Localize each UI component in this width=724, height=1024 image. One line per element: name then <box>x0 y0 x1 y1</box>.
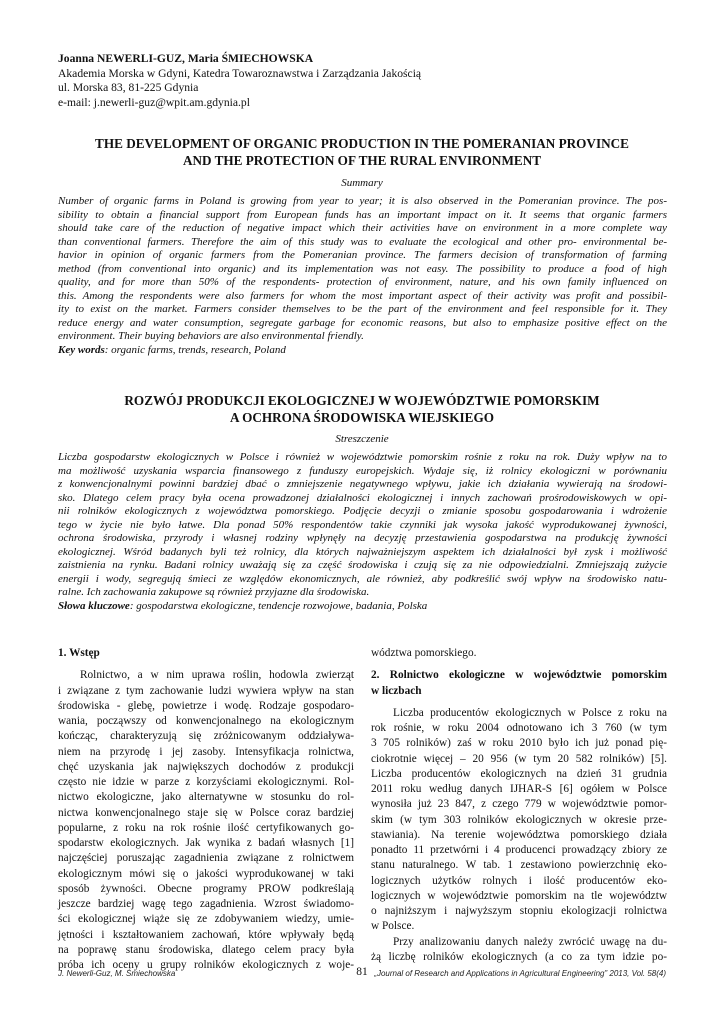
english-title-line: THE DEVELOPMENT OF ORGANIC PRODUCTION IN THE POMERANIAN PROVINCE <box>95 136 629 151</box>
abstract-line: z konwencjonalnymi powinni bardziej dbać o zmniejszenie negatywnego wpływu, jakie ich działania wywierają na środowi- <box>58 478 667 491</box>
body-line: wynosiła już 23 847, z czego 779 w województwie pomor- <box>371 798 667 811</box>
keywords-label: Key words <box>58 344 105 357</box>
keywords-text: : gospodarstwa ekologiczne, tendencje rozwojowe, badania, Polska <box>129 600 428 613</box>
abstract-line: quality, and for more than 50% of the respondents- protection of environment, nature, and his own family influenced on <box>58 276 667 289</box>
body-line: na poprawę stanu środowiska, dlatego celem pracy była <box>58 943 354 956</box>
body-line: nictwa konwencjonalnego staje się w Polsce coraz bardziej <box>58 806 354 819</box>
body-line: jętności i kształtowaniem zachowań, które wpływały będą <box>58 928 354 941</box>
body-line: ści ekologicznej wiąże się ze zdobywaniem wiedzy, umie- <box>58 913 354 926</box>
polish-abstract <box>58 451 667 614</box>
section-heading-text: 1. Wstęp <box>58 647 100 659</box>
body-line: w Polsce. <box>371 920 415 933</box>
abstract-line: sibility to obtain a financial support from European funds has an important impact on it. It seems that organic farmers <box>58 208 667 221</box>
body-line: nictwo ekologiczne, jako alternatywne w stosunku do rol- <box>58 791 354 804</box>
author-block <box>58 52 658 110</box>
body-line: popularne, z roku na rok rośnie ilość certyfikowanych go- <box>58 821 354 834</box>
body-line: rok rośnie, w roku 2004 odnotowano ich 3 760 (w tym <box>371 722 667 734</box>
section-heading-introduction <box>58 646 354 661</box>
page-number: 81 <box>356 966 368 978</box>
body-line: skim (w tym 303 rolników ekologicznych w okresie prze- <box>371 813 667 826</box>
body-line: logicznych w województwie pomorskim na tle województw <box>371 889 667 902</box>
body-line: żą liczbę rolników ekologicznych (a co za tym idzie po- <box>371 950 667 963</box>
body-line: najczęściej poruszając zagadnienia związane z rolnictwem <box>58 852 354 865</box>
abstract-line: should take care of the reduction of negative impact which their activities have on environment in a more complete way <box>58 222 667 235</box>
abstract-line: nii rolników ekologicznych z województwa pomorskiego. Podjęcie decyzji o zmianie sposobu gospodarowania i wdrożenie <box>58 505 667 518</box>
polish-title-line: A OCHRONA ŚRODOWISKA WIEJSKIEGO <box>230 409 494 425</box>
author-affiliation: Akademia Morska w Gdyni, Katedra Towaroznawstwa i Zarządzania Jakością <box>58 66 422 80</box>
polish-summary-heading: Streszczenie <box>335 433 389 445</box>
body-line: często nie idzie w parze z korzyściami ekologicznymi. Rol- <box>58 776 354 788</box>
section-heading-text: 2. Rolnictwo ekologiczne w województwie pomorskim <box>371 669 667 682</box>
polish-keywords <box>58 600 667 614</box>
spacer <box>371 699 667 706</box>
keywords-label: Słowa kluczowe <box>58 600 130 613</box>
abstract-line: Liczba gospodarstw ekologicznych w Polsce i również w województwie pomorskim rośnie z roku na rok. Duży wpływ na to <box>58 451 667 463</box>
abstract-line: ralne. Ich zachowania zakupowe są również przyjazne dla środowiska. <box>58 586 370 599</box>
author-address: ul. Morska 83, 81-225 Gdynia <box>58 81 199 95</box>
abstract-line: method (from conventional into organic) and its implementation was not easy. The possibility to produce a food of high <box>58 262 667 275</box>
body-line: wództwa pomorskiego. <box>371 647 477 659</box>
abstract-line: this. Among the respondents were also farmers for whom the most important aspect of their activity was profit and possibil- <box>58 289 667 302</box>
author-names: Joanna NEWERLI-GUZ, Maria ŚMIECHOWSKA <box>58 52 314 65</box>
body-line: ekologicznym mówi się o jakości wyprodukowanej w taki <box>58 867 354 880</box>
author-email: e-mail: j.newerli-guz@wpit.am.gdynia.pl <box>58 95 250 109</box>
english-title <box>40 136 684 169</box>
abstract-line: ity to exist on the market. Farmers consider themselves to be the part of the environment and feel responsible for it. They <box>58 303 667 316</box>
abstract-line: ma możliwość uzyskania wsparcia finansowego z funduszy europejskich. Wydaje się, iż rolnicy ekologiczni w porównaniu <box>58 464 667 477</box>
spacer <box>371 661 667 668</box>
body-column-right <box>371 646 667 965</box>
spacer <box>58 661 354 668</box>
body-line: o najniższym i najwyższym stopniu ekologizacji rolnictwa <box>371 905 667 917</box>
body-column-left <box>58 646 354 973</box>
body-line: Rolnictwo, a w nim uprawa roślin, hodowla zwierząt <box>80 669 354 682</box>
body-line: ponadto 11 przetwórni i 4 producenci prowadzący zbiory ze <box>371 844 667 856</box>
body-line: logicznych użytków rolnych i ilość producentów eko- <box>371 874 667 887</box>
body-line: Liczba producentów ekologicznych w Polsce z roku na <box>393 706 667 719</box>
body-line: kończąc, charakteryzują się zróżnicowanym oddziaływa- <box>58 730 354 743</box>
english-keywords <box>58 344 667 358</box>
body-line: niem na przyrodę i jej zasoby. Intensyfikacja rolnictwa, <box>58 745 354 758</box>
body-line: Przy analizowaniu danych należy zwrócić uwagę na du- <box>393 935 667 948</box>
polish-title <box>40 393 684 426</box>
body-line: stawiania). Na terenie województwa pomorskiego działa <box>371 828 667 841</box>
english-abstract <box>58 195 667 358</box>
abstract-line: energii i wody, segregują śmieci ze względów ekonomicznych, ale również, aby podkreślić swój wpływ na środowisko natu- <box>58 572 667 585</box>
body-line: jeszcze bardziej wagę tego zagadnienia. Wzrost świadomo- <box>58 898 354 910</box>
footer-authors: J. Newerli-Guz, M. Śmiechowska <box>58 969 176 978</box>
body-line: środowiska - glebę, powietrze i wodę. Rodzaje gospodaro- <box>58 699 354 712</box>
abstract-line: Number of organic farms in Poland is growing from year to year; it is also observed in the Pomeranian province. The pos- <box>58 195 667 207</box>
body-line: stanu naturalnego. W tab. 1 zestawiono powierzchnię eko- <box>371 859 667 872</box>
section-heading-statistics <box>371 668 667 699</box>
english-title-line: AND THE PROTECTION OF THE RURAL ENVIRONMENT <box>182 152 542 168</box>
body-line: spodarstw ekologicznych. Jak wynika z badań własnych [1] <box>58 837 354 849</box>
body-line: ciokrotnie więcej – 20 956 (w tym 20 582 rolników) [5]. <box>371 752 667 765</box>
abstract-line: tego w życie nie było łatwe. Dla ponad 50% respondentów takie czynniki jak wysoka jakość wyprodukowanej żywności, <box>58 518 667 531</box>
abstract-line: than conventional farmers. Therefore the aim of this study was to evaluate the ecological and other pro- environmental be- <box>58 235 667 248</box>
section-heading-text: w liczbach <box>371 684 422 697</box>
footer-journal: „Journal of Research and Applications in Agricultural Engineering” 2013, Vol. 58(4) <box>374 969 666 978</box>
body-line: Liczba producentów ekologicznych na dzień 31 grudnia <box>371 767 667 780</box>
abstract-line: reduce energy and water consumption, segregate garbage for economic reasons, but also to emphasize positive effect on the <box>58 316 667 329</box>
abstract-line: zaistnienia na rynku. Badani rolnicy uważają się za część środowiska i czują się za nie odpowiedzialni. Zmniejszają zużycie <box>58 559 667 572</box>
body-line: 2011 roku według danych IJHAR-S [6] ogółem w Polsce <box>371 783 667 795</box>
body-line: próba ich oceny u grupy rolników ekologicznych z woje- <box>58 959 354 971</box>
polish-title-line: ROZWÓJ PRODUKCJI EKOLOGICZNEJ W WOJEWÓDZTWIE POMORSKIM <box>124 393 600 408</box>
body-line: wania, począwszy od konwencjonalnego na ekologicznym <box>58 715 354 727</box>
english-summary-heading: Summary <box>341 177 383 189</box>
abstract-line: ekologicznej. Wśród badanych byli też rolnicy, dla których najważniejszym aspektem ich działalności był zysk i możliwość <box>58 545 667 558</box>
abstract-line: havior in opinion of organic farmers from the Pomeranian province. The farmers decision of transformation of farming <box>58 249 667 262</box>
abstract-line: environment. Their buying behaviors are also environmental friendly. <box>58 330 364 343</box>
body-line: i związane z tym zachowanie ludzi wywiera wpływ na stan <box>58 684 354 697</box>
keywords-text: : organic farms, trends, research, Poland <box>104 344 286 357</box>
body-line: chęć uzyskania jak największych dochodów z produkcji <box>58 760 354 773</box>
abstract-line: sko. Dlatego celem pracy była ocena prowadzonej działalności ekologicznej i innych zachowań prośrodowiskowych w opi- <box>58 491 667 504</box>
body-line: sposób żywności. Obecne programy PROW podkreślają <box>58 882 354 895</box>
body-line: 3 705 rolników) zaś w roku 2010 było ich już ponad pię- <box>371 737 667 750</box>
abstract-line: ochrona środowiska, przyrody i własnej rodziny wpłynęły na decyzję przestawienia gospodarstwa na produkcję żywności <box>58 532 667 545</box>
